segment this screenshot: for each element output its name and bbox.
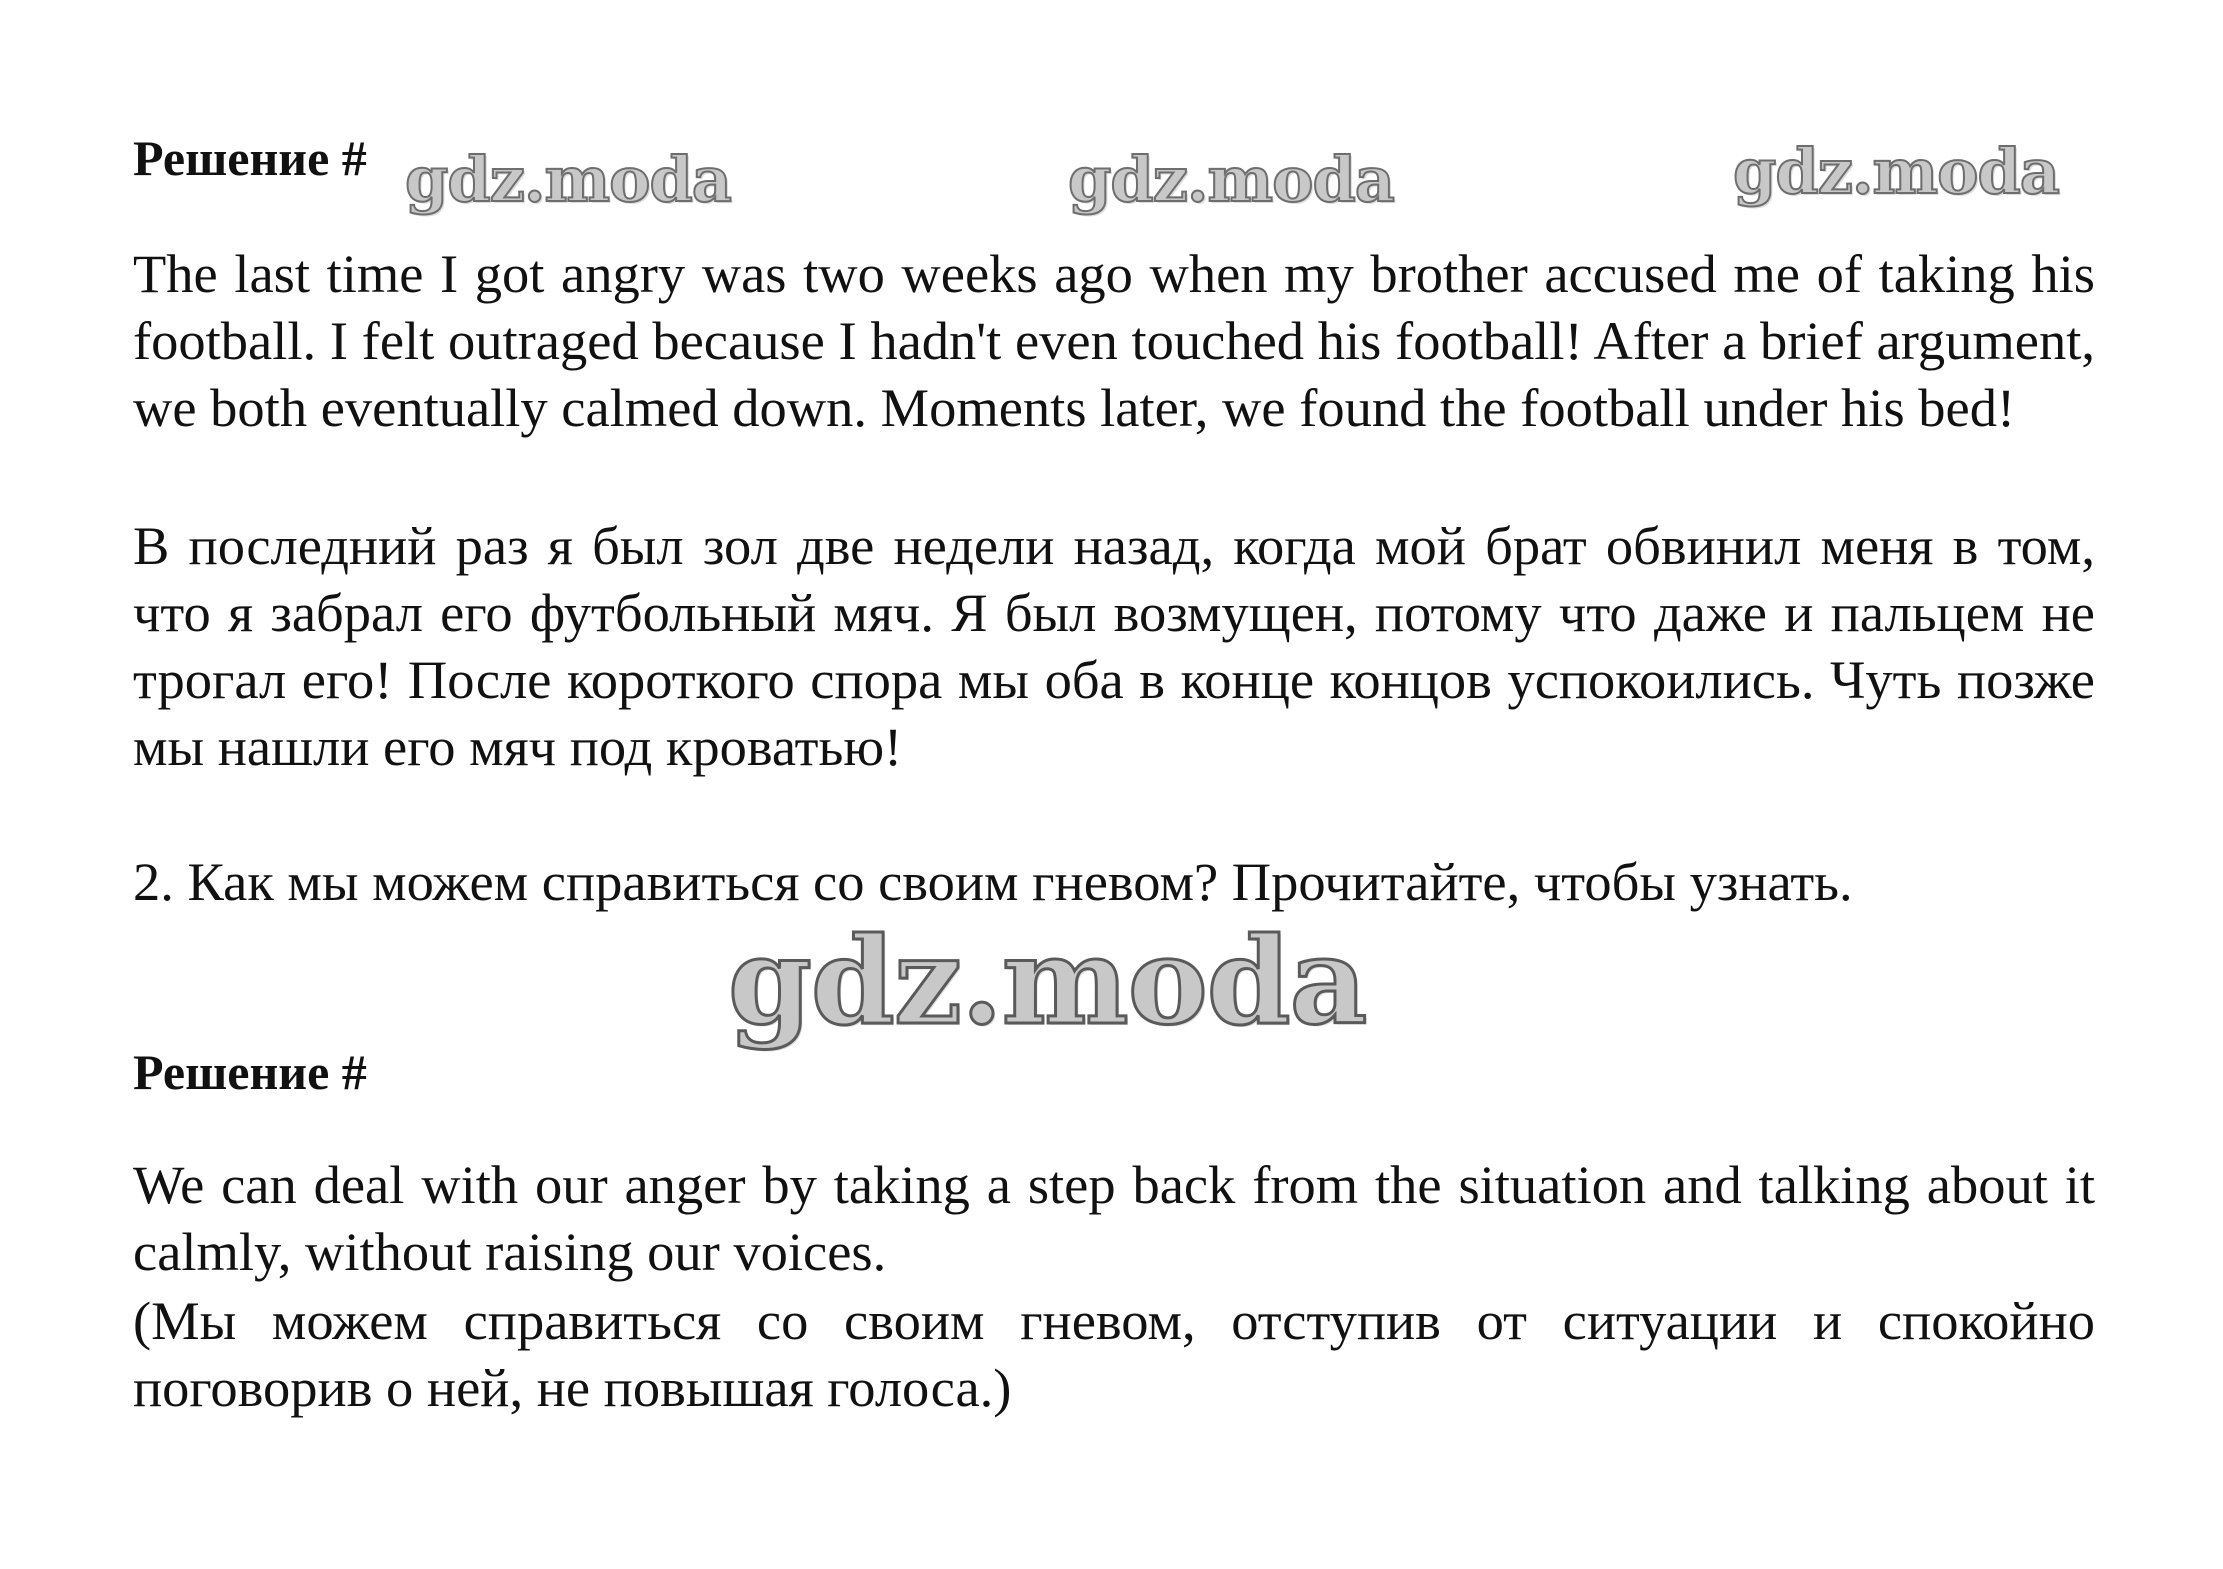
answer-english-1: The last time I got angry was two weeks ago when my brother accused me of taking his football. I felt outraged because I hadn't even touched his football! After a brief argument, we both eventually calmed down. Moments later, we found the football under his bed! [133,243,2095,438]
watermark-logo: gdz.moda [405,143,731,216]
exercise-question-2: 2. Как мы можем справиться со своим гневом? Прочитайте, чтобы узнать. [133,851,1853,912]
solution-heading-2: Решение # [133,1044,367,1100]
watermark-logo: gdz.moda [728,911,1367,1052]
watermark-logo: gdz.moda [1733,135,2059,208]
answer-russian-1: В последний раз я был зол две недели назад, когда мой брат обвинил меня в том, что я забрал его футбольный мяч. Я был возмущен, потому что даже и пальцем не трогал его! После короткого спора мы оба в конце концов успокоились. Чуть позже мы нашли его мяч под кроватью! [133,515,2095,777]
answer-english-2: We can deal with our anger by taking a step back from the situation and talking about it calmly, without raising our voices. [133,1154,2095,1282]
answer-russian-2: (Мы можем справиться со своим гневом, отступив от ситуации и спокойно поговорив о ней, не повышая голоса.) [133,1290,2095,1418]
watermark-logo: gdz.moda [1068,143,1394,216]
solution-heading-1: Решение # [133,130,367,186]
